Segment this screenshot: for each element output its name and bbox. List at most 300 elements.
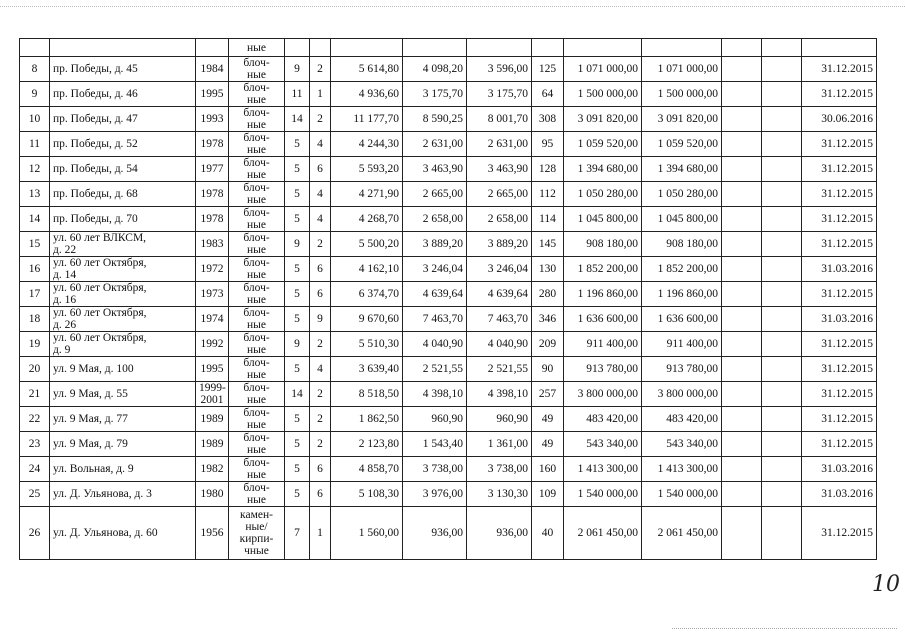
cell-empty: [722, 39, 762, 57]
cell-empty: [762, 82, 802, 107]
cell-residents: 90: [532, 357, 564, 382]
cell-entrances: 6: [310, 257, 331, 282]
cell-area-b: 936,00: [467, 507, 532, 560]
cell-wall-material: блоч- ные: [229, 332, 285, 357]
cell-row-number: 10: [20, 107, 50, 132]
cell-cost-a: 1 071 000,00: [564, 57, 642, 82]
cell-wall-material: блоч- ные: [229, 307, 285, 332]
cell-floors: 9: [285, 57, 310, 82]
cell-cost-a: 1 050 280,00: [564, 182, 642, 207]
cell-cost-b: 911 400,00: [642, 332, 722, 357]
cell-area-a: 936,00: [403, 507, 467, 560]
cell-row-number: 15: [20, 232, 50, 257]
cell-residents: 112: [532, 182, 564, 207]
cell-residents: 209: [532, 332, 564, 357]
cell-deadline-date: 31.12.2015: [802, 357, 877, 382]
cell-year-built: 1978: [196, 207, 229, 232]
cell-area-a: 1 543,40: [403, 432, 467, 457]
cell-floors: 5: [285, 257, 310, 282]
handwritten-page-number: 10: [872, 572, 900, 597]
cell-empty: [50, 39, 196, 57]
cell-area-a: 4 398,10: [403, 382, 467, 407]
cell-empty: [722, 382, 762, 407]
cell-area-b: 3 130,30: [467, 482, 532, 507]
cell-empty: [722, 157, 762, 182]
cell-cost-a: 1 852 200,00: [564, 257, 642, 282]
cell-deadline-date: 31.12.2015: [802, 382, 877, 407]
cell-empty: [532, 39, 564, 57]
cell-total-area: 6 374,70: [331, 282, 403, 307]
cell-wall-material: блоч- ные: [229, 132, 285, 157]
cell-empty: [762, 107, 802, 132]
cell-area-a: 3 246,04: [403, 257, 467, 282]
table-row: [20, 257, 877, 282]
cell-residents: 145: [532, 232, 564, 257]
cell-empty: [762, 132, 802, 157]
cell-year-built: 1977: [196, 157, 229, 182]
cell-floors: 5: [285, 482, 310, 507]
cell-empty: [722, 257, 762, 282]
cell-empty: [802, 39, 877, 57]
cell-cost-a: 1 196 860,00: [564, 282, 642, 307]
cell-empty: [762, 207, 802, 232]
cell-empty: [285, 39, 310, 57]
cell-entrances: 4: [310, 207, 331, 232]
cell-area-a: 3 738,00: [403, 457, 467, 482]
cell-cost-a: 3 800 000,00: [564, 382, 642, 407]
table-row: [20, 107, 877, 132]
cell-cost-b: 913 780,00: [642, 357, 722, 382]
cell-area-b: 8 001,70: [467, 107, 532, 132]
cell-empty: [722, 57, 762, 82]
cell-material: ные: [229, 39, 285, 57]
cell-deadline-date: 31.03.2016: [802, 457, 877, 482]
cell-row-number: 16: [20, 257, 50, 282]
cell-row-number: 20: [20, 357, 50, 382]
cell-residents: 114: [532, 207, 564, 232]
cell-empty: [722, 182, 762, 207]
cell-entrances: 4: [310, 182, 331, 207]
cell-wall-material: блоч- ные: [229, 482, 285, 507]
cell-row-number: 9: [20, 82, 50, 107]
cell-empty: [467, 39, 532, 57]
cell-wall-material: блоч- ные: [229, 357, 285, 382]
cell-floors: 5: [285, 432, 310, 457]
cell-year-built: 1972: [196, 257, 229, 282]
cell-empty: [722, 232, 762, 257]
cell-address: пр. Победы, д. 46: [50, 82, 196, 107]
cell-empty: [722, 132, 762, 157]
cell-wall-material: блоч- ные: [229, 232, 285, 257]
cell-area-b: 2 658,00: [467, 207, 532, 232]
cell-address: ул. Д. Ульянова, д. 60: [50, 507, 196, 560]
cell-cost-a: 1 540 000,00: [564, 482, 642, 507]
cell-empty: [762, 407, 802, 432]
cell-deadline-date: 31.03.2016: [802, 482, 877, 507]
cell-year-built: 1980: [196, 482, 229, 507]
cell-address: ул. 9 Мая, д. 77: [50, 407, 196, 432]
cell-total-area: 5 593,20: [331, 157, 403, 182]
cell-entrances: 2: [310, 57, 331, 82]
cell-year-built: 1983: [196, 232, 229, 257]
cell-floors: 14: [285, 107, 310, 132]
cell-year-built: 1984: [196, 57, 229, 82]
cell-cost-a: 1 413 300,00: [564, 457, 642, 482]
cell-cost-b: 1 540 000,00: [642, 482, 722, 507]
cell-cost-b: 1 394 680,00: [642, 157, 722, 182]
cell-total-area: 4 162,10: [331, 257, 403, 282]
cell-address: пр. Победы, д. 54: [50, 157, 196, 182]
cell-floors: 9: [285, 232, 310, 257]
cell-empty: [722, 407, 762, 432]
cell-empty: [762, 232, 802, 257]
cell-row-number: 26: [20, 507, 50, 560]
cell-residents: 257: [532, 382, 564, 407]
cell-cost-b: 483 420,00: [642, 407, 722, 432]
cell-empty: [722, 282, 762, 307]
cell-residents: 308: [532, 107, 564, 132]
cell-area-b: 3 175,70: [467, 82, 532, 107]
cell-deadline-date: 31.12.2015: [802, 132, 877, 157]
cell-floors: 5: [285, 407, 310, 432]
cell-year-built: 1978: [196, 132, 229, 157]
cell-cost-a: 1 636 600,00: [564, 307, 642, 332]
table-row: [20, 332, 877, 357]
cell-area-a: 2 631,00: [403, 132, 467, 157]
cell-address: пр. Победы, д. 47: [50, 107, 196, 132]
cell-total-area: 11 177,70: [331, 107, 403, 132]
cell-cost-b: 1 050 280,00: [642, 182, 722, 207]
cell-area-a: 2 658,00: [403, 207, 467, 232]
cell-empty: [722, 332, 762, 357]
cell-cost-b: 1 059 520,00: [642, 132, 722, 157]
cell-total-area: 5 614,80: [331, 57, 403, 82]
cell-deadline-date: 31.12.2015: [802, 157, 877, 182]
scan-artifact-bottom-edge: [672, 628, 897, 629]
cell-empty: [762, 182, 802, 207]
cell-area-a: 4 639,64: [403, 282, 467, 307]
cell-residents: 49: [532, 432, 564, 457]
cell-row-number: 18: [20, 307, 50, 332]
cell-wall-material: блоч- ные: [229, 457, 285, 482]
cell-deadline-date: 31.12.2015: [802, 57, 877, 82]
cell-year-built: 1993: [196, 107, 229, 132]
cell-row-number: 23: [20, 432, 50, 457]
cell-total-area: 4 858,70: [331, 457, 403, 482]
cell-cost-a: 3 091 820,00: [564, 107, 642, 132]
cell-empty: [722, 457, 762, 482]
cell-floors: 5: [285, 207, 310, 232]
cell-floors: 5: [285, 157, 310, 182]
cell-area-a: 3 889,20: [403, 232, 467, 257]
table-row: [20, 407, 877, 432]
table-row: [20, 507, 877, 560]
cell-floors: 14: [285, 382, 310, 407]
cell-entrances: 4: [310, 132, 331, 157]
cell-row-number: 21: [20, 382, 50, 407]
cell-total-area: 4 268,70: [331, 207, 403, 232]
cell-residents: 128: [532, 157, 564, 182]
table-row: [20, 207, 877, 232]
cell-area-a: 3 463,90: [403, 157, 467, 182]
cell-empty: [331, 39, 403, 57]
cell-empty: [722, 432, 762, 457]
cell-empty: [722, 82, 762, 107]
cell-total-area: 8 518,50: [331, 382, 403, 407]
cell-empty: [310, 39, 331, 57]
cell-row-number: 25: [20, 482, 50, 507]
cell-area-b: 4 398,10: [467, 382, 532, 407]
cell-area-b: 3 463,90: [467, 157, 532, 182]
cell-entrances: 6: [310, 157, 331, 182]
cell-cost-b: 1 413 300,00: [642, 457, 722, 482]
cell-row-number: 19: [20, 332, 50, 357]
cell-cost-b: 1 196 860,00: [642, 282, 722, 307]
cell-cost-b: 543 340,00: [642, 432, 722, 457]
cell-area-a: 4 040,90: [403, 332, 467, 357]
cell-wall-material: блоч- ные: [229, 207, 285, 232]
cell-address: ул. 9 Мая, д. 55: [50, 382, 196, 407]
cell-empty: [762, 257, 802, 282]
cell-area-b: 3 246,04: [467, 257, 532, 282]
cell-residents: 280: [532, 282, 564, 307]
cell-year-built: 1999- 2001: [196, 382, 229, 407]
cell-empty: [762, 482, 802, 507]
cell-row-number: 11: [20, 132, 50, 157]
cell-year-built: 1995: [196, 82, 229, 107]
cell-floors: 5: [285, 182, 310, 207]
cell-residents: 346: [532, 307, 564, 332]
cell-entrances: 2: [310, 432, 331, 457]
cell-cost-a: 1 059 520,00: [564, 132, 642, 157]
cell-total-area: 1 560,00: [331, 507, 403, 560]
cell-wall-material: блоч- ные: [229, 382, 285, 407]
cell-deadline-date: 31.03.2016: [802, 307, 877, 332]
cell-deadline-date: 31.12.2015: [802, 82, 877, 107]
table-row: [20, 357, 877, 382]
cell-residents: 95: [532, 132, 564, 157]
cell-address: ул. Д. Ульянова, д. 3: [50, 482, 196, 507]
cell-residents: 130: [532, 257, 564, 282]
cell-entrances: 2: [310, 332, 331, 357]
cell-empty: [762, 357, 802, 382]
cell-deadline-date: 31.12.2015: [802, 232, 877, 257]
cell-wall-material: блоч- ные: [229, 57, 285, 82]
cell-area-b: 4 040,90: [467, 332, 532, 357]
cell-total-area: 9 670,60: [331, 307, 403, 332]
cell-floors: 5: [285, 307, 310, 332]
cell-year-built: 1989: [196, 432, 229, 457]
cell-year-built: 1995: [196, 357, 229, 382]
cell-entrances: 2: [310, 382, 331, 407]
cell-address: ул. 60 лет Октября, д. 16: [50, 282, 196, 307]
cell-cost-a: 908 180,00: [564, 232, 642, 257]
table-row: [20, 132, 877, 157]
cell-row-number: 14: [20, 207, 50, 232]
cell-empty: [642, 39, 722, 57]
cell-entrances: 6: [310, 482, 331, 507]
cell-area-b: 2 665,00: [467, 182, 532, 207]
cell-entrances: 2: [310, 232, 331, 257]
cell-residents: 109: [532, 482, 564, 507]
cell-wall-material: камен- ные/ кирпи- чные: [229, 507, 285, 560]
cell-area-a: 2 665,00: [403, 182, 467, 207]
cell-cost-b: 1 071 000,00: [642, 57, 722, 82]
cell-address: ул. 60 лет Октября, д. 26: [50, 307, 196, 332]
table-row: [20, 432, 877, 457]
cell-address: ул. 9 Мая, д. 100: [50, 357, 196, 382]
scan-artifact-top-edge: [0, 6, 905, 11]
cell-wall-material: блоч- ные: [229, 282, 285, 307]
cell-area-a: 3 175,70: [403, 82, 467, 107]
cell-deadline-date: 31.12.2015: [802, 507, 877, 560]
cell-wall-material: блоч- ные: [229, 257, 285, 282]
cell-area-a: 8 590,25: [403, 107, 467, 132]
cell-empty: [762, 382, 802, 407]
cell-floors: 5: [285, 357, 310, 382]
table-row: [20, 182, 877, 207]
cell-row-number: 24: [20, 457, 50, 482]
cell-area-a: 3 976,00: [403, 482, 467, 507]
cell-total-area: 1 862,50: [331, 407, 403, 432]
cell-year-built: 1989: [196, 407, 229, 432]
cell-deadline-date: 31.12.2015: [802, 182, 877, 207]
cell-residents: 160: [532, 457, 564, 482]
cell-year-built: 1992: [196, 332, 229, 357]
cell-deadline-date: 31.12.2015: [802, 282, 877, 307]
cell-row-number: 17: [20, 282, 50, 307]
cell-floors: 11: [285, 82, 310, 107]
cell-residents: 125: [532, 57, 564, 82]
cell-cost-b: 1 500 000,00: [642, 82, 722, 107]
cell-entrances: 4: [310, 357, 331, 382]
cell-area-b: 960,90: [467, 407, 532, 432]
table-row: [20, 307, 877, 332]
cell-cost-a: 1 045 800,00: [564, 207, 642, 232]
cell-area-a: 4 098,20: [403, 57, 467, 82]
cell-area-b: 1 361,00: [467, 432, 532, 457]
cell-residents: 49: [532, 407, 564, 432]
cell-deadline-date: 30.06.2016: [802, 107, 877, 132]
cell-row-number: 22: [20, 407, 50, 432]
cell-year-built: 1982: [196, 457, 229, 482]
cell-deadline-date: 31.12.2015: [802, 407, 877, 432]
cell-address: пр. Победы, д. 68: [50, 182, 196, 207]
cell-empty: [762, 332, 802, 357]
housing-register-table: [19, 38, 877, 560]
cell-address: пр. Победы, д. 45: [50, 57, 196, 82]
cell-empty: [403, 39, 467, 57]
table-row: [20, 382, 877, 407]
cell-area-b: 4 639,64: [467, 282, 532, 307]
cell-address: ул. 9 Мая, д. 79: [50, 432, 196, 457]
cell-total-area: 2 123,80: [331, 432, 403, 457]
cell-empty: [762, 457, 802, 482]
cell-empty: [762, 507, 802, 560]
cell-total-area: 5 510,30: [331, 332, 403, 357]
cell-total-area: 4 936,60: [331, 82, 403, 107]
cell-floors: 7: [285, 507, 310, 560]
cell-address: ул. 60 лет Октября, д. 14: [50, 257, 196, 282]
cell-floors: 5: [285, 282, 310, 307]
cell-deadline-date: 31.12.2015: [802, 332, 877, 357]
cell-year-built: 1974: [196, 307, 229, 332]
table-body: [20, 39, 877, 560]
cell-cost-a: 543 340,00: [564, 432, 642, 457]
cell-address: пр. Победы, д. 52: [50, 132, 196, 157]
table-row: [20, 57, 877, 82]
table-row: [20, 232, 877, 257]
cell-empty: [762, 307, 802, 332]
cell-cost-a: 1 500 000,00: [564, 82, 642, 107]
cell-empty: [722, 482, 762, 507]
cell-cost-b: 3 091 820,00: [642, 107, 722, 132]
table-row: [20, 482, 877, 507]
cell-empty: [722, 207, 762, 232]
cell-area-b: 3 889,20: [467, 232, 532, 257]
cell-cost-b: 908 180,00: [642, 232, 722, 257]
cell-area-b: 3 596,00: [467, 57, 532, 82]
table-row: [20, 457, 877, 482]
cell-cost-a: 913 780,00: [564, 357, 642, 382]
cell-empty: [722, 307, 762, 332]
cell-empty: [722, 107, 762, 132]
cell-area-b: 7 463,70: [467, 307, 532, 332]
cell-empty: [762, 432, 802, 457]
cell-cost-b: 1 636 600,00: [642, 307, 722, 332]
cell-total-area: 5 500,20: [331, 232, 403, 257]
cell-area-a: 7 463,70: [403, 307, 467, 332]
cell-area-a: 960,90: [403, 407, 467, 432]
cell-address: пр. Победы, д. 70: [50, 207, 196, 232]
cell-cost-b: 2 061 450,00: [642, 507, 722, 560]
cell-empty: [564, 39, 642, 57]
cell-total-area: 5 108,30: [331, 482, 403, 507]
cell-total-area: 4 244,30: [331, 132, 403, 157]
cell-wall-material: блоч- ные: [229, 107, 285, 132]
cell-row-number: 8: [20, 57, 50, 82]
cell-entrances: 6: [310, 457, 331, 482]
cell-deadline-date: 31.03.2016: [802, 257, 877, 282]
cell-address: ул. 60 лет Октября, д. 9: [50, 332, 196, 357]
cell-empty: [722, 507, 762, 560]
cell-area-a: 2 521,55: [403, 357, 467, 382]
cell-address: ул. 60 лет ВЛКСМ, д. 22: [50, 232, 196, 257]
cell-entrances: 2: [310, 107, 331, 132]
table-row-continuation: [20, 39, 877, 57]
cell-empty: [762, 57, 802, 82]
table-row: [20, 157, 877, 182]
cell-residents: 40: [532, 507, 564, 560]
cell-cost-a: 911 400,00: [564, 332, 642, 357]
table-row: [20, 282, 877, 307]
cell-entrances: 9: [310, 307, 331, 332]
cell-row-number: 13: [20, 182, 50, 207]
cell-floors: 5: [285, 457, 310, 482]
cell-empty: [722, 357, 762, 382]
table-row: [20, 82, 877, 107]
cell-entrances: 1: [310, 507, 331, 560]
cell-wall-material: блоч- ные: [229, 157, 285, 182]
cell-wall-material: блоч- ные: [229, 407, 285, 432]
cell-residents: 64: [532, 82, 564, 107]
cell-floors: 5: [285, 132, 310, 157]
cell-year-built: 1956: [196, 507, 229, 560]
cell-area-b: 2 631,00: [467, 132, 532, 157]
cell-cost-b: 3 800 000,00: [642, 382, 722, 407]
cell-entrances: 2: [310, 407, 331, 432]
cell-empty: [762, 157, 802, 182]
